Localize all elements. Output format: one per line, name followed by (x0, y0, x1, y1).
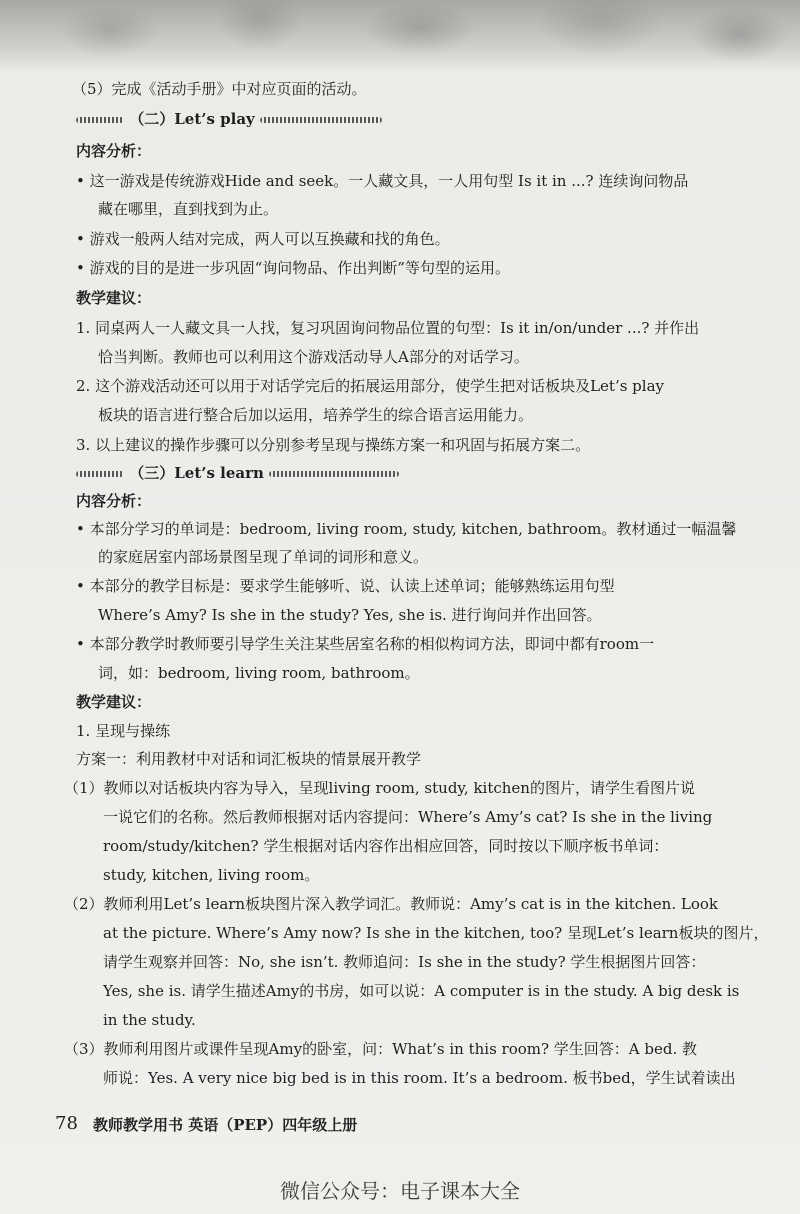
text-line: Where’s Amy? Is she in the study? Yes, she is. 进行询问并作出回答。 (98, 606, 602, 624)
wavy-rule-icon (269, 471, 399, 477)
text-line: Yes, she is. 请学生描述Amy的书房，如可以说：A computer is in the study. A big desk is (103, 982, 740, 1000)
text-line: 词，如：bedroom, living room, bathroom。 (98, 664, 420, 682)
text-line: 藏在哪里，直到找到为止。 (98, 200, 279, 218)
book-title: 教师教学用书 英语（PEP）四年级上册 (93, 1116, 358, 1134)
wavy-rule-icon (260, 117, 382, 123)
wavy-rule-icon (76, 471, 124, 477)
subheading: 内容分析： (76, 142, 152, 160)
text-line: 请学生观察并回答：No, she isn’t. 教师追问：Is she in the study? 学生根据图片回答： (103, 953, 706, 971)
text-line: 一说它们的名称。然后教师根据对话内容提问：Where’s Amy’s cat? Is she in the living (103, 808, 713, 826)
section-title: （三）Let’s learn (129, 464, 264, 482)
text-line: 的家庭居室内部场景图呈现了单词的词形和意义。 (98, 548, 429, 566)
bullet-line: • 本部分学习的单词是：bedroom, living room, study, kitchen, bathroom。教材通过一幅温馨 (76, 520, 737, 538)
numbered-line: 2. 这个游戏活动还可以用于对话学完后的拓展运用部分，使学生把对话板块及Let’s play (76, 377, 664, 395)
text-line: （5）完成《活动手册》中对应页面的活动。 (72, 80, 367, 98)
text-line: study, kitchen, living room。 (103, 866, 320, 884)
text-line: 板块的语言进行整合后加以运用，培养学生的综合语言运用能力。 (98, 406, 534, 424)
numbered-line: （3）教师利用图片或课件呈现Amy的卧室，问：What’s in this room? 学生回答：A bed. 教 (64, 1040, 698, 1058)
subheading: 教学建议： (76, 289, 152, 307)
text-line: in the study. (103, 1011, 196, 1029)
numbered-line: （2）教师利用Let’s learn板块图片深入教学词汇。教师说：Amy’s cat is in the kitchen. Look (64, 895, 718, 913)
section-title: （二）Let’s play (129, 110, 255, 128)
subheading: 教学建议： (76, 693, 152, 711)
numbered-line: （1）教师以对话板块内容为导入，呈现living room, study, kitchen的图片，请学生看图片说 (64, 779, 695, 797)
bullet-line: • 游戏的目的是进一步巩固“询问物品、作出判断”等句型的运用。 (76, 259, 510, 277)
numbered-line: 3. 以上建议的操作步骤可以分别参考呈现与操练方案一和巩固与拓展方案二。 (76, 436, 591, 454)
watermark-text: 微信公众号：电子课本大全 (280, 1179, 520, 1203)
text-line: at the picture. Where’s Amy now? Is she in the kitchen, too? 呈现Let’s learn板块的图片， (103, 924, 769, 942)
text-line: 师说：Yes. A very nice big bed is in this room. It’s a bedroom. 板书bed，学生试着读出 (103, 1069, 736, 1087)
bullet-line: • 本部分教学时教师要引导学生关注某些居室名称的相似构词方法，即词中都有room一 (76, 635, 655, 653)
text-line: 1. 呈现与操练 (76, 722, 171, 740)
text-line: 恰当判断。教师也可以利用这个游戏活动导人A部分的对话学习。 (98, 348, 529, 366)
text-line: 方案一：利用教材中对话和词汇板块的情景展开教学 (76, 750, 422, 768)
wavy-rule-icon (76, 117, 124, 123)
subheading: 内容分析： (76, 492, 152, 510)
bullet-line: • 游戏一般两人结对完成，两人可以互换藏和找的角色。 (76, 230, 450, 248)
numbered-line: 1. 同桌两人一人藏文具一人找，复习巩固询问物品位置的句型：Is it in/on/under ...? 并作出 (76, 319, 700, 337)
text-line: room/study/kitchen? 学生根据对话内容作出相应回答，同时按以下顺序板书单词： (103, 837, 669, 855)
section-heading-lets-learn (76, 463, 399, 483)
bullet-line: • 本部分的教学目标是：要求学生能够听、说、认读上述单词；能够熟练运用句型 (76, 577, 615, 595)
bullet-line: • 这一游戏是传统游戏Hide and seek。一人藏文具，一人用句型 Is it in ...? 连续询问物品 (76, 172, 689, 190)
section-heading-lets-play (76, 109, 382, 129)
page-number: 78 (55, 1113, 78, 1134)
